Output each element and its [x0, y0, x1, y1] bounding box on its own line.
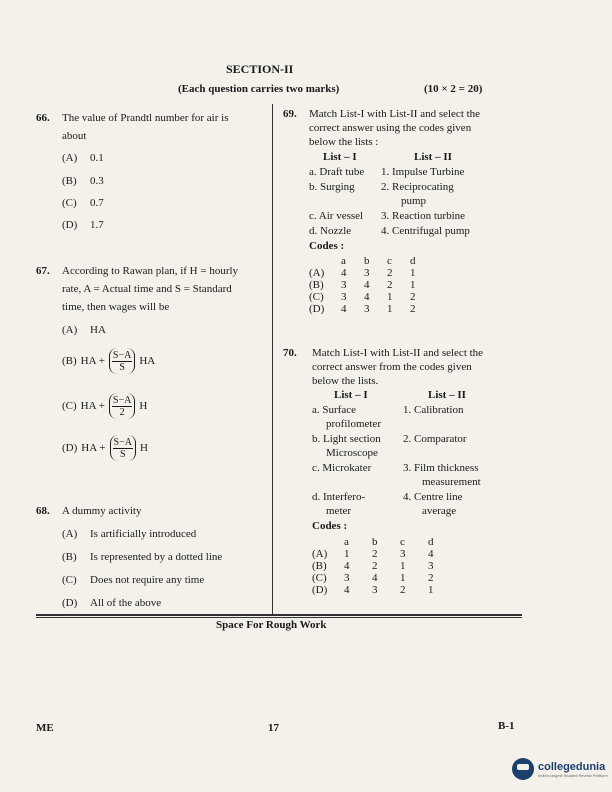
code-cell: 1 [410, 267, 416, 279]
codes-label: Codes : [312, 520, 348, 532]
codes-header-row [312, 536, 456, 548]
code-row-label: (B) [309, 279, 324, 291]
option-label: (C) [62, 197, 77, 209]
list-2-item: 3. Film thickness [403, 462, 479, 474]
code-cell: 4 [428, 548, 434, 560]
code-cell: 4 [364, 291, 370, 303]
question-number: 70. [283, 347, 297, 359]
fraction-numerator: S−A [112, 394, 132, 406]
code-cell: 3 [341, 279, 347, 291]
code-row-label: (A) [312, 548, 328, 560]
code-cell: 4 [372, 572, 378, 584]
option-text: Does not require any time [90, 574, 205, 586]
code-cell: 4 [344, 584, 350, 596]
formula-prefix: HA + [81, 442, 106, 454]
question-text: The value of Prandtl number for air is [62, 112, 229, 124]
option-text: Is artificially introduced [90, 528, 197, 540]
code-cell: 1 [400, 572, 406, 584]
option-text: 0.3 [90, 175, 104, 187]
option-label: (B) [62, 551, 77, 563]
option-text: 0.1 [90, 152, 104, 164]
footer-booklet-code: B-1 [498, 720, 515, 732]
formula-prefix: HA + [80, 355, 105, 367]
option-text: All of the above [90, 597, 162, 609]
code-col-head: a [341, 255, 346, 267]
question-text: time, then wages will be [62, 301, 170, 313]
code-cell: 2 [387, 279, 393, 291]
code-row-label: (C) [312, 572, 327, 584]
list-1-item: c. Air vessel [309, 210, 364, 222]
code-cell: 2 [400, 584, 406, 596]
logo-tagline: India's largest Student Review Platform [538, 772, 608, 778]
list-1-item: a. Draft tube [309, 166, 365, 178]
option-label: (B) [62, 175, 77, 187]
question-number: 66. [36, 112, 50, 124]
code-cell: 1 [387, 291, 393, 303]
codes-table [309, 255, 433, 315]
formula-suffix: H [139, 442, 148, 454]
list-1-item: a. Surface [312, 404, 356, 416]
option-text: 1.7 [90, 219, 104, 231]
code-cell: 4 [341, 267, 347, 279]
code-row [309, 279, 433, 291]
list-2-item: pump [401, 195, 427, 207]
code-row-label: (D) [312, 584, 328, 596]
option-label: (A) [62, 324, 78, 336]
fraction-group [109, 348, 135, 374]
question-number: 69. [283, 108, 297, 120]
fraction-denominator: S [119, 448, 126, 460]
section-instruction: (Each question carries two marks) [178, 83, 340, 95]
code-cell: 3 [364, 303, 370, 315]
list-2-item: 1. Impulse Turbine [381, 166, 465, 178]
list-1-item: profilometer [326, 418, 381, 430]
code-cell: 1 [428, 584, 434, 596]
section-title: SECTION-II [226, 62, 294, 76]
list-1-item: b. Light section [312, 433, 381, 445]
footer-page-number: 17 [268, 722, 279, 734]
list-1-item: d. Interfero- [312, 491, 366, 503]
code-cell: 2 [410, 303, 416, 315]
codes-table [312, 536, 456, 596]
fraction-denominator: S [119, 361, 125, 373]
question-text: about [62, 130, 87, 142]
list-2-item: 3. Reaction turbine [381, 210, 466, 222]
list-2-item: average [422, 505, 457, 517]
option-label: (A) [62, 152, 78, 164]
code-cell: 1 [387, 303, 393, 315]
logo-brand-text: collegedunia [538, 760, 606, 773]
section-marks: (10 × 2 = 20) [424, 83, 483, 95]
rough-work-label: Space For Rough Work [216, 619, 327, 631]
question-number: 67. [36, 265, 50, 277]
code-cell: 3 [400, 548, 406, 560]
list-2-heading: List – II [414, 151, 452, 163]
question-text: According to Rawan plan, if H = hourly [62, 265, 239, 277]
code-row [312, 584, 456, 596]
question-text: correct answer from the codes given [312, 361, 472, 373]
code-col-head: d [428, 536, 434, 548]
list-2-item: measurement [422, 476, 481, 488]
code-col-head: c [387, 255, 392, 267]
list-1-heading: List – I [334, 389, 368, 401]
code-cell: 3 [364, 267, 370, 279]
option-label: (C) [62, 400, 77, 412]
option-label: (C) [62, 574, 77, 586]
option-label: (D) [62, 442, 78, 454]
option-text: 0.7 [90, 197, 104, 209]
code-cell: 4 [341, 303, 347, 315]
option-label: (D) [62, 597, 78, 609]
fraction-group [109, 393, 135, 419]
code-cell: 2 [410, 291, 416, 303]
column-divider [272, 104, 273, 616]
code-row-label: (A) [309, 267, 325, 279]
graduation-cap-icon [512, 758, 534, 780]
code-cell: 3 [344, 572, 350, 584]
codes-header-row [309, 255, 433, 267]
code-col-head: b [364, 255, 370, 267]
list-2-item: 2. Comparator [403, 433, 467, 445]
code-row [309, 303, 433, 315]
code-col-head: d [410, 255, 416, 267]
code-cell: 3 [372, 584, 378, 596]
list-2-item: 1. Calibration [403, 404, 464, 416]
fraction-denominator: 2 [119, 406, 125, 418]
list-2-heading: List – II [428, 389, 466, 401]
question-text: below the lists. [312, 375, 379, 387]
code-col-head: c [400, 536, 405, 548]
fraction-numerator: S−A [113, 436, 132, 448]
fraction-group [110, 435, 136, 461]
code-row-label: (B) [312, 560, 327, 572]
code-row [312, 548, 456, 560]
code-row [312, 560, 456, 572]
question-text: Match List-I with List-II and select the [309, 108, 481, 120]
list-1-item: Microscope [326, 447, 378, 459]
code-col-head: b [372, 536, 378, 548]
code-row-label: (C) [309, 291, 324, 303]
codes-label: Codes : [309, 240, 345, 252]
code-cell: 2 [428, 572, 434, 584]
option-c [62, 393, 147, 419]
code-cell: 3 [428, 560, 434, 572]
formula-suffix: H [139, 400, 148, 412]
code-cell: 1 [344, 548, 350, 560]
list-1-item: b. Surging [309, 181, 355, 193]
option-text: Is represented by a dotted line [90, 551, 223, 563]
code-cell: 2 [372, 560, 378, 572]
list-2-item: 2. Reciprocating [381, 181, 454, 193]
option-label: (A) [62, 528, 78, 540]
list-1-item: d. Nozzle [309, 225, 352, 237]
list-2-item: 4. Centrifugal pump [381, 225, 470, 237]
code-row [309, 267, 433, 279]
question-text: correct answer using the codes given [309, 122, 472, 134]
option-label: (B) [62, 355, 77, 367]
code-row-label: (D) [309, 303, 325, 315]
formula-suffix: HA [139, 355, 156, 367]
code-cell: 2 [372, 548, 378, 560]
code-cell: 1 [400, 560, 406, 572]
code-row [309, 291, 433, 303]
list-1-item: meter [326, 505, 352, 517]
question-text: rate, A = Actual time and S = Standard [62, 283, 232, 295]
list-1-item: c. Microkater [312, 462, 372, 474]
code-cell: 2 [387, 267, 393, 279]
option-b [62, 348, 155, 374]
code-cell: 3 [341, 291, 347, 303]
footer-subject-code: ME [36, 722, 54, 734]
rough-work-rule [36, 617, 522, 618]
question-text: below the lists : [309, 136, 379, 148]
collegedunia-logo [512, 758, 608, 780]
fraction-numerator: S−A [112, 349, 132, 361]
question-number: 68. [36, 505, 50, 517]
code-cell: 1 [410, 279, 416, 291]
option-text: HA [90, 324, 106, 336]
code-cell: 4 [344, 560, 350, 572]
question-text: Match List-I with List-II and select the [312, 347, 484, 359]
question-text: A dummy activity [62, 505, 142, 517]
option-d [62, 435, 148, 461]
code-row [312, 572, 456, 584]
list-2-item: 4. Centre line [403, 491, 463, 503]
code-cell: 4 [364, 279, 370, 291]
rough-work-rule [36, 614, 522, 616]
code-col-head: a [344, 536, 349, 548]
formula-prefix: HA + [80, 400, 105, 412]
list-1-heading: List – I [323, 151, 357, 163]
option-label: (D) [62, 219, 78, 231]
